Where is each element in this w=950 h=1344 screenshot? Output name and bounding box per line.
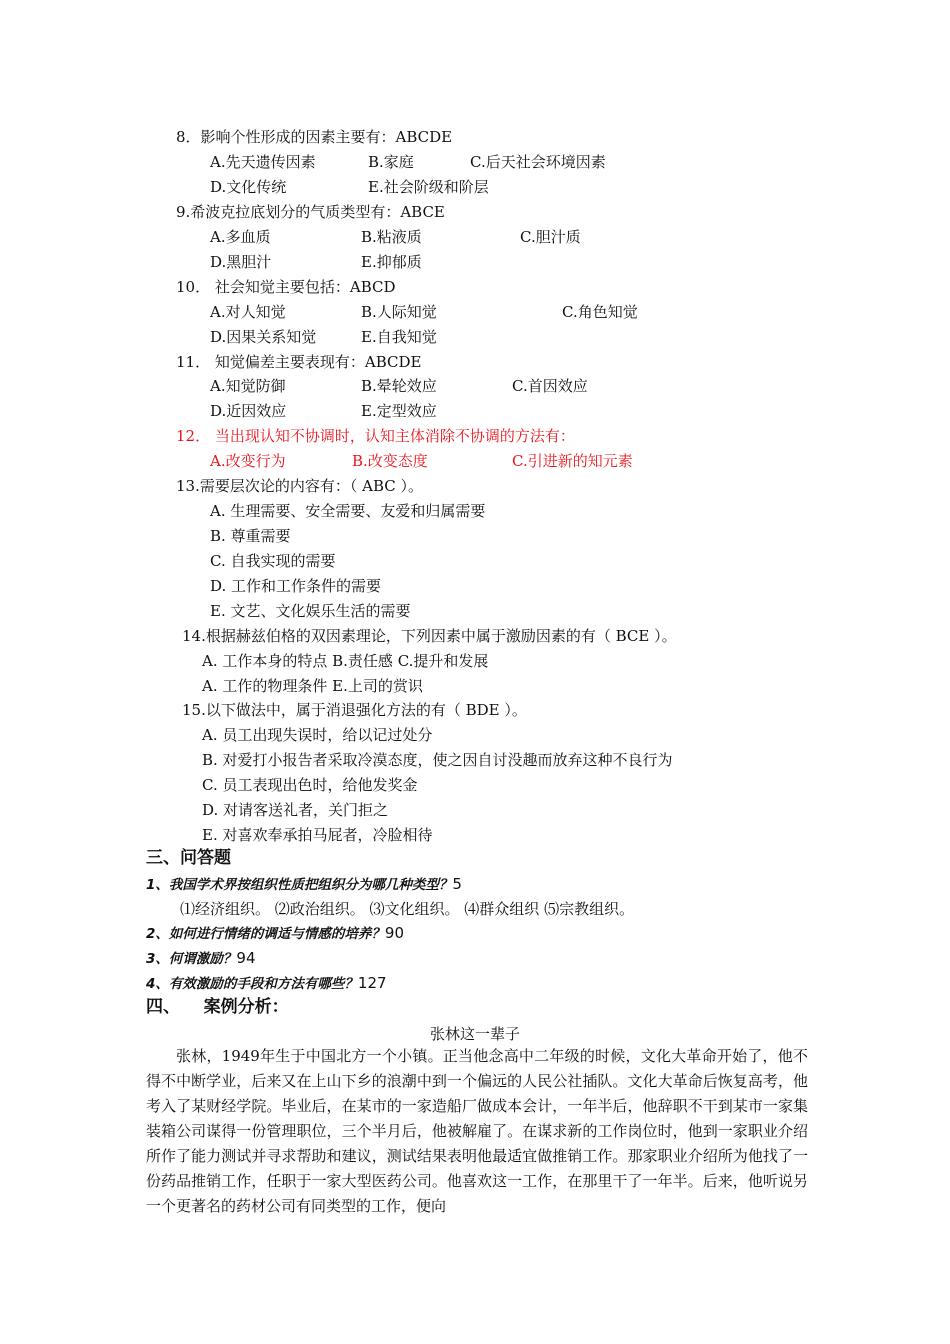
question-8-option-d: D.文化传统: [210, 178, 287, 196]
question-14-options-row-1: A. 工作本身的特点 B.责任感 C.提升和发展: [202, 652, 489, 670]
question-8-option-c: C.后天社会环境因素: [470, 153, 606, 171]
question-9-option-c: C.胆汁质: [520, 228, 581, 246]
question-10-stem: 10． 社会知觉主要包括：ABCD: [176, 278, 396, 296]
question-11-option-c: C.首因效应: [512, 377, 588, 395]
essay-question-1: 1、我国学术界按组织性质把组织分为哪几种类型？5: [146, 875, 462, 893]
question-14-stem: 14.根据赫兹伯格的双因素理论，下列因素中属于激励因素的有（ BCE ）。: [182, 627, 677, 645]
essay-question-1-page: 5: [452, 875, 462, 893]
question-8-option-a: A.先天遗传因素: [210, 153, 316, 171]
question-9-option-e: E.抑郁质: [361, 253, 422, 271]
question-10-option-c: C.角色知觉: [562, 303, 638, 321]
question-8-stem: 8．影响个性形成的因素主要有：ABCDE: [176, 128, 453, 146]
question-13-stem: 13.需要层次论的内容有：（ ABC ）。: [176, 477, 424, 495]
essay-question-1-answer: ⑴经济组织。 ⑵政治组织。 ⑶文化组织。 ⑷群众组织 ⑸宗教组织。: [180, 900, 635, 918]
question-11-stem: 11． 知觉偏差主要表现有：ABCDE: [176, 353, 422, 371]
question-10-option-e: E.自我知觉: [361, 328, 437, 346]
question-8-option-e: E.社会阶级和阶层: [368, 178, 489, 196]
question-15-option-e: E. 对喜欢奉承拍马屁者，冷脸相待: [202, 826, 433, 844]
essay-question-4-page: 127: [357, 974, 387, 992]
essay-question-2: 2、如何进行情绪的调适与情感的培养？90: [146, 924, 404, 942]
question-13-option-d: D. 工作和工作条件的需要: [210, 577, 382, 595]
case-paragraph: 张林，1949年生于中国北方一个小镇。正当他念高中二年级的时候，文化大革命开始了，他不得不中断学业，后来又在上山下乡的浪潮中到一个偏远的人民公社插队。文化大革命后恢复高考，他考入了某财经学院。毕业后，在某市的一家造船厂做成本会计，一年半后，他辞职不干到某市一家集装箱公司谋得一份管理职位，三个半月后，他被解雇了。在谋求新的工作岗位时，他到一家职业介绍所作了能力测试并寻求帮助和建议，测试结果表明他最适宜做推销工作。那家职业介绍所为他找了一份药品推销工作，任职于一家大型医药公司。他喜欢这一工作，在那里干了一年半。后来，他听说另一个更著名的药材公司有同类型的工作，便向: [146, 1047, 808, 1215]
question-15-option-b: B. 对爱打小报告者采取冷漠态度，使之因自讨没趣而放弃这种不良行为: [202, 751, 673, 769]
section-4-heading: 四、 案例分析：: [146, 997, 289, 1017]
question-9-option-d: D.黑胆汁: [210, 253, 272, 271]
question-13-option-e: E. 文艺、文化娱乐生活的需要: [210, 602, 411, 620]
case-title: 张林这一辈子: [429, 1025, 520, 1043]
question-12-stem: 12． 当出现认知不协调时，认知主体消除不协调的方法有：: [176, 427, 575, 445]
question-11-option-b: B.晕轮效应: [361, 377, 437, 395]
question-13-option-b: B. 尊重需要: [210, 527, 291, 545]
question-13-option-c: C. 自我实现的需要: [210, 552, 336, 570]
essay-question-4: 4、有效激励的手段和方法有哪些？127: [146, 974, 387, 992]
question-12-option-a: A.改变行为: [210, 452, 286, 470]
question-11-option-d: D.近因效应: [210, 402, 287, 420]
case-body: [146, 1044, 808, 1219]
question-8-option-b: B.家庭: [368, 153, 414, 171]
question-9-stem: 9.希波克拉底划分的气质类型有：ABCE: [176, 203, 445, 221]
question-11-option-e: E.定型效应: [361, 402, 437, 420]
essay-question-3: 3、何谓激励？94: [146, 949, 256, 967]
question-12-option-c: C.引进新的知元素: [512, 452, 633, 470]
question-15-option-a: A. 员工出现失误时，给以记过处分: [202, 726, 433, 744]
question-11-option-a: A.知觉防御: [210, 377, 286, 395]
question-13-option-a: A. 生理需要、安全需要、友爱和归属需要: [210, 502, 486, 520]
question-10-option-d: D.因果关系知觉: [210, 328, 317, 346]
essay-question-3-page: 94: [236, 949, 256, 967]
question-15-stem: 15.以下做法中，属于消退强化方法的有（ BDE ）。: [182, 701, 527, 719]
question-12-option-b: B.改变态度: [352, 452, 428, 470]
question-15-option-c: C. 员工表现出色时，给他发奖金: [202, 776, 418, 794]
question-10-option-b: B.人际知觉: [361, 303, 437, 321]
question-10-option-a: A.对人知觉: [210, 303, 286, 321]
question-9-option-b: B.粘液质: [361, 228, 422, 246]
section-3-heading: 三、问答题: [146, 848, 231, 868]
question-9-option-a: A.多血质: [210, 228, 271, 246]
question-15-option-d: D. 对请客送礼者，关门拒之: [202, 801, 389, 819]
essay-question-2-page: 90: [384, 924, 404, 942]
question-14-options-row-2: A. 工作的物理条件 E.上司的赏识: [202, 677, 423, 695]
